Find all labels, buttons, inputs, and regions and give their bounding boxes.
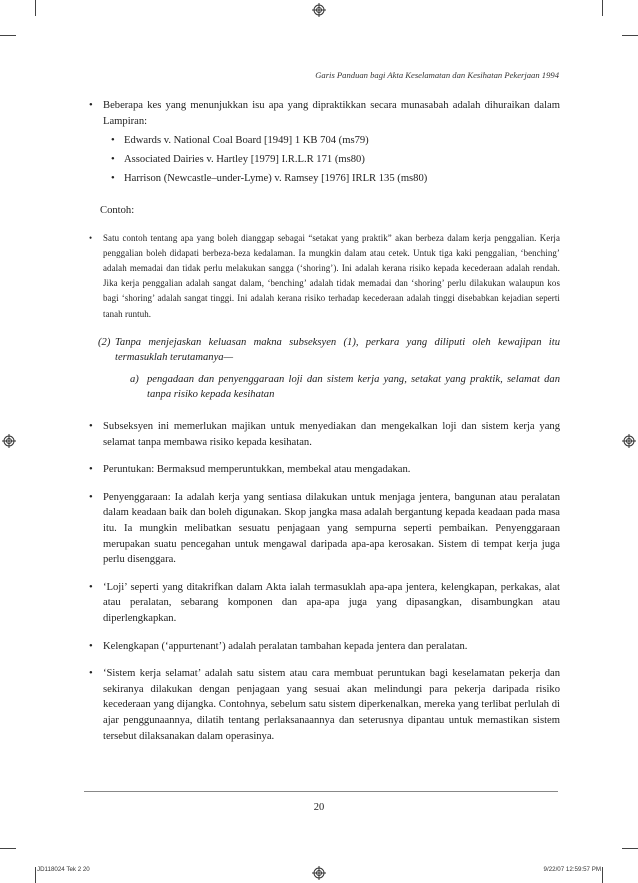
case-item	[84, 133, 560, 149]
crop-mark-bottom-left	[0, 848, 16, 849]
bullet-item	[84, 639, 560, 655]
crop-mark-top-left	[0, 35, 16, 36]
bullet-text: Peruntukan: Bermaksud memperuntukkan, membekal atau mengadakan.	[103, 464, 411, 476]
case-item	[84, 171, 560, 187]
page-content	[84, 98, 560, 744]
registration-mark-bottom-icon	[312, 866, 326, 880]
bullet-icon: •	[89, 581, 93, 593]
bullet-icon: •	[89, 491, 93, 503]
crop-mark-bottom-right	[622, 848, 638, 849]
bullet-icon: •	[111, 172, 115, 184]
bullet-text: ‘Sistem kerja selamat’ adalah satu sistem atau cara membuat peruntukan bagi keselamatan pekerja dan sekiranya dilakukan dengan penjagaan yang sesuai akan melindungi para pekerja daripada risiko kecederaan yang dijangka. Contohnya, sebelum satu sistem diperkenalkan, mereka yang terlibat perlulah di ajar penggunaannya, dilatih tentang perlaksanaannya dan seterusnya dipantau untuk memastikan sistem tersebut dilaksanakan dalam operasinya.	[103, 668, 560, 742]
print-slug-right: 9/22/07 12:59:57 PM	[543, 866, 601, 873]
bullet-icon: •	[89, 464, 93, 476]
crop-mark-top-right-v	[602, 0, 603, 16]
bullet-item	[84, 490, 560, 568]
clause-number: (2)	[98, 336, 111, 348]
case-text: Harrison (Newcastle–under-Lyme) v. Ramsey [1976] IRLR 135 (ms80)	[124, 172, 428, 184]
bullet-item	[84, 419, 560, 450]
bullet-icon: •	[89, 640, 93, 652]
crop-mark-bottom-left-v	[35, 867, 36, 883]
bullet-text: Subseksyen ini memerlukan majikan untuk menyediakan dan mengekalkan loji dan sistem kerja yang selamat tanpa membawa risiko kepada kesihatan.	[103, 421, 560, 448]
registration-mark-right-icon	[622, 434, 636, 448]
crop-mark-top-right	[622, 35, 638, 36]
bullet-icon: •	[89, 100, 93, 111]
bullet-icon: •	[111, 153, 115, 165]
registration-mark-top-icon	[312, 3, 326, 17]
bullet-icon: •	[89, 668, 93, 680]
bullet-item	[84, 462, 560, 478]
case-text: Associated Dairies v. Hartley [1979] I.R.L.R 171 (ms80)	[124, 153, 365, 165]
example-item	[84, 231, 560, 322]
bullet-item	[84, 580, 560, 627]
print-slug-left: JD118024 Tek 2 20	[37, 866, 90, 873]
subclause-number: a)	[130, 373, 139, 385]
bullet-icon: •	[89, 233, 93, 244]
clause-text: Tanpa menjejaskan keluasan makna subseksyen (1), perkara yang diliputi oleh kewajipan itu termasuklah terutamanya—	[115, 336, 560, 364]
bullet-item	[84, 666, 560, 744]
case-text: Edwards v. National Coal Board [1949] 1 KB 704 (ms79)	[124, 134, 369, 146]
bullet-icon: •	[111, 134, 115, 146]
case-item	[84, 152, 560, 168]
bullet-text: ‘Loji’ seperti yang ditakrifkan dalam Akta ialah termasuklah apa-apa jentera, kelengkapan, perkakas, alat atau peralatan, sebarang komponen dan apa-apa juga yang dipasangkan, disambungkan atau diperlengkapkan.	[103, 581, 560, 624]
subclause-text: pengadaan dan penyenggaraan loji dan sistem kerja yang, setakat yang praktik, selamat dan tanpa risiko kepada kesihatan	[147, 373, 560, 401]
example-heading: Contoh:	[100, 205, 135, 217]
registration-mark-left-icon	[2, 434, 16, 448]
cases-intro-text: Beberapa kes yang menunjukkan isu apa yang dipraktikkan secara munasabah adalah dihuraikan dalam Lampiran:	[103, 100, 560, 127]
example-text: Satu contoh tentang apa yang boleh dianggap sebagai “setakat yang praktik” akan berbeza dalam kerja penggalian. Kerja penggalian boleh didapati berbeza-beza kedalaman. Ia mungkin dalam atau cetek. Untuk tiga kaki penggalian, ‘benching’ adalah memadai dan tidak perlu melakukan sangga (‘shoring’). Ini adalah kerana risiko kepada kecederaan adalah rendah. Jika kerja penggalian adalah sangat dalam, ‘benching’ adalah tidak memadai dan ‘shoring’ perlu dilakukan walaupun kos bagi ‘shoring’ adalah sangat tinggi. Ini adalah kerana risiko terhadap kecederaan adalah tinggi disebabkan kejadian seperti tanah runtuh.	[103, 233, 560, 319]
page-number: 20	[313, 802, 325, 813]
footer-rule	[84, 791, 558, 792]
running-header: Garis Panduan bagi Akta Keselamatan dan Kesihatan Pekerjaan 1994	[315, 70, 559, 80]
bullet-text: Penyenggaraan: Ia adalah kerja yang sentiasa dilakukan untuk menjaga jentera, bangunan atau peralatan dalam keadaan baik dan boleh digunakan. Skop jangka masa adalah bergantung kepada keadaan pada masa itu. Ia mungkin melibatkan sesuatu penjagaan yang sempurna seperti pembaikan. Penyenggaraan merupakan suatu pencegahan untuk mengawal daripada apa-apa kerosakan. Sistem di tempat kerja juga perlu disenggara.	[103, 491, 560, 566]
clause-2	[84, 335, 560, 366]
crop-mark-bottom-right-v	[602, 867, 603, 883]
bullet-text: Kelengkapan (‘appurtenant’) adalah peralatan tambahan kepada jentera dan peralatan.	[103, 640, 468, 652]
bullet-icon: •	[89, 421, 93, 432]
subclause-a	[84, 372, 560, 403]
cases-intro-item	[84, 98, 560, 129]
crop-mark-top-left-v	[35, 0, 36, 16]
